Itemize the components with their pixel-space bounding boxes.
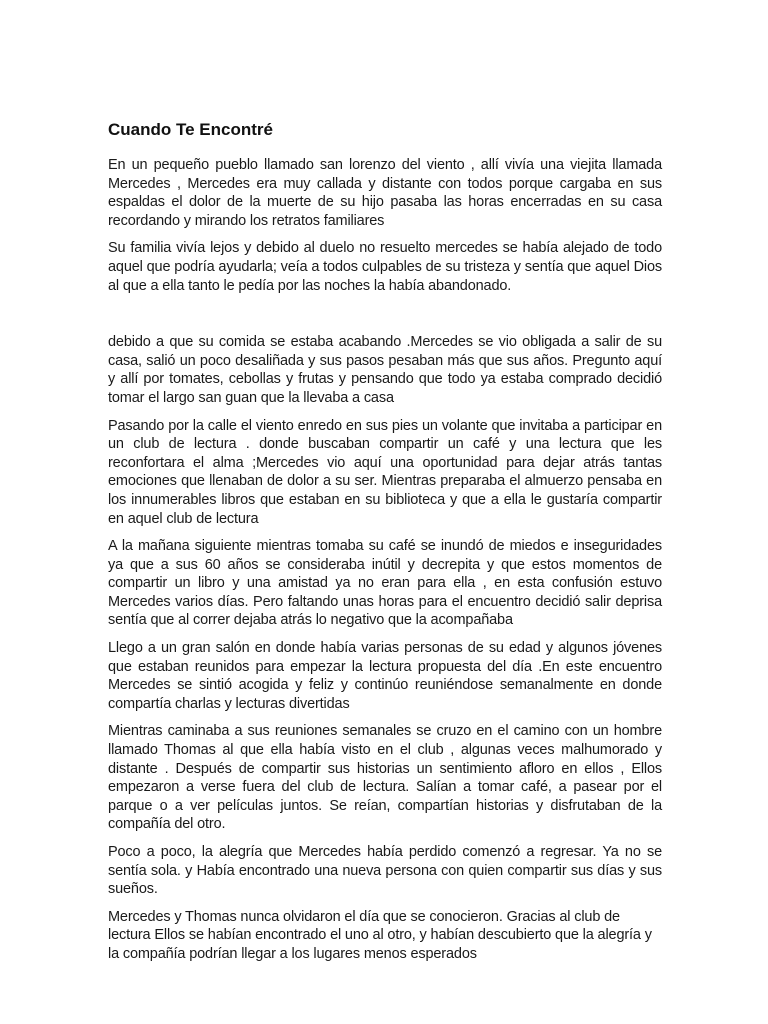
paragraph-6: Llego a un gran salón en donde había varias personas de su edad y algunos jóvenes que estaban reunidos para empezar la lectura propuesta del día .En este encuentro Mercedes se sintió acogida y feliz y continúo reuniéndose semanalmente en donde compartía charlas y lecturas divertidas [108,640,662,712]
paragraph-3: debido a que su comida se estaba acabando .Mercedes se vio obligada a salir de su casa, salió un poco desaliñada y sus pasos pesaban más que sus años. Pregunto aquí y allí por tomates, cebollas y frutas y pensando que todo ya estaba comprado decidió tomar el largo san guan que la llevaba a casa [108,334,662,406]
paragraph-9: Mercedes y Thomas nunca olvidaron el día que se conocieron. Gracias al club de lectura Ellos se habían encontrado el uno al otro, y habían descubierto que la alegría y la compañía podrían llegar a los lugares menos esperados [108,908,652,962]
paragraph-8: Poco a poco, la alegría que Mercedes había perdido comenzó a regresar. Ya no se sentía sola. y Había encontrado una nueva persona con quien compartir sus días y sus sueños. [108,844,662,898]
paragraph-2: Su familia vivía lejos y debido al duelo no resuelto mercedes se había alejado de todo aquel que podría ayudarla; veía a todos culpables de su tristeza y sentía que aquel Dios al que a ella tanto le pedía por las noches la había abandonado. [108,240,662,294]
paragraph-spacer [108,304,662,333]
document-page [108,118,662,973]
paragraph-4: Pasando por la calle el viento enredo en sus pies un volante que invitaba a participar en un club de lectura . donde buscaban compartir un café y una lectura que les reconfortara el alma ;Mercedes vio aquí una oportunidad para dejar atrás tantas emociones que llenaban de dolor a su ser. Mientras preparaba el almuerzo pensaba en los innumerables libros que estaban en su biblioteca y que a ella le gustaría compartir en aquel club de lectura [108,417,662,527]
paragraph-1: En un pequeño pueblo llamado san lorenzo del viento , allí vivía una viejita llamada Mercedes , Mercedes era muy callada y distante con todos porque cargaba en sus espaldas el dolor de la muerte de su hijo pasaba las horas encerradas en su casa recordando y mirando los retratos familiares [108,157,662,229]
paragraph-5: A la mañana siguiente mientras tomaba su café se inundó de miedos e inseguridades ya que a sus 60 años se consideraba inútil y decrepita y que estos momentos de compartir un libro y una amistad ya no eran para ella , en esta confusión estuvo Mercedes varios días. Pero faltando unas horas para el encuentro decidió salir deprisa sentía que al correr dejaba atrás lo negativo que la acompañaba [108,538,662,629]
paragraph-7: Mientras caminaba a sus reuniones semanales se cruzo en el camino con un hombre llamado Thomas al que ella había visto en el club , algunas veces malhumorado y distante . Después de compartir sus historias un sentimiento afloro en ellos , Ellos empezaron a verse fuera del club de lectura. Salían a tomar café, a pasear por el parque o a ver películas juntos. Se reían, compartían historias y disfrutaban de la compañía del otro. [108,723,662,833]
document-title: Cuando Te Encontré [108,120,273,139]
